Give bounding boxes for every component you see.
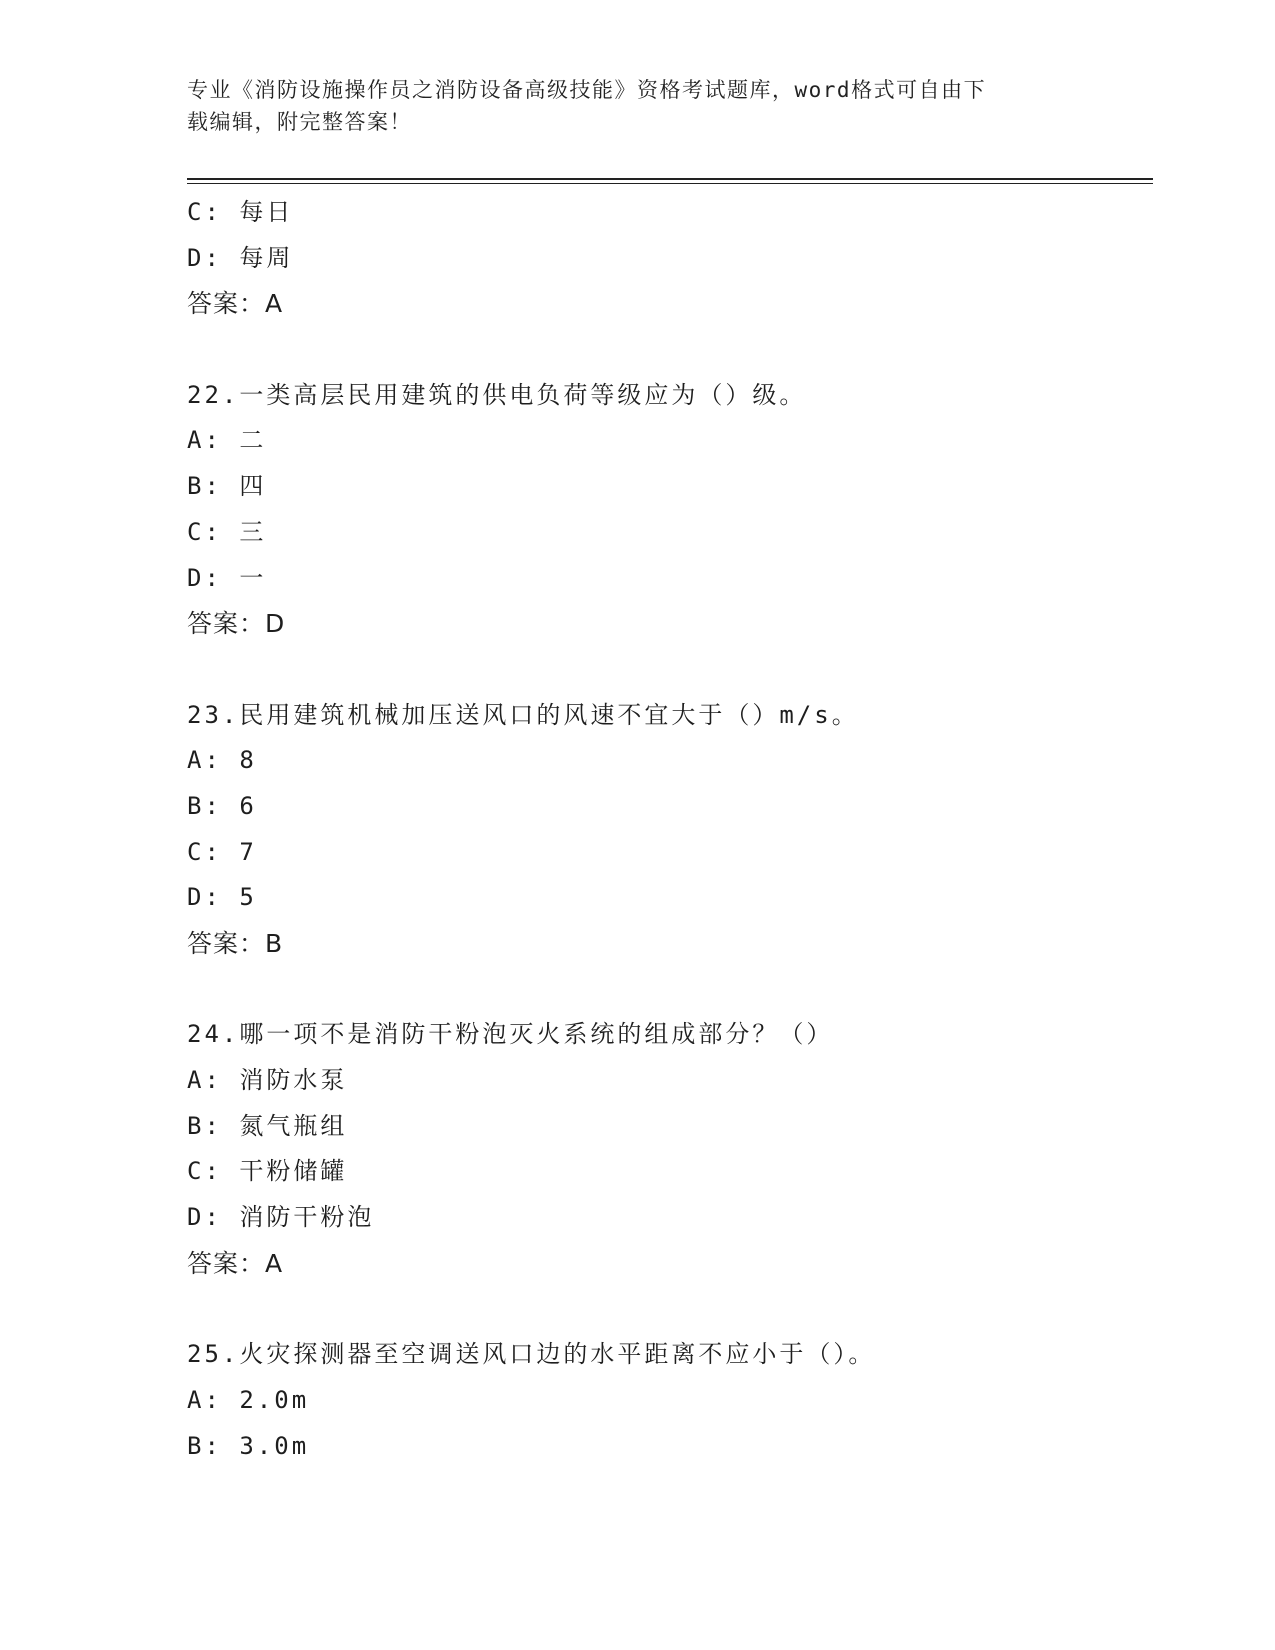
question-24: 24.哪一项不是消防干粉泡灭火系统的组成部分？（）: [187, 1020, 834, 1049]
option-a: A: 8: [187, 746, 257, 775]
option-a: A: 二: [187, 426, 267, 455]
question-22: 22.一类高层民用建筑的供电负荷等级应为（）级。: [187, 380, 807, 409]
spacer: [187, 967, 1147, 1013]
question-list: [187, 190, 1147, 1469]
document-header: [187, 74, 1067, 138]
question-23: 23.民用建筑机械加压送风口的风速不宜大于（）m/s。: [187, 700, 859, 729]
spacer: [187, 327, 1147, 373]
header-rule-thin: [187, 183, 1153, 184]
option-a: A: 消防水泵: [187, 1066, 348, 1095]
option-d: D: 消防干粉泡: [187, 1203, 375, 1232]
option-c: C: 干粉储罐: [187, 1157, 348, 1186]
option-c: C: 三: [187, 517, 267, 546]
option-a: A: 2.0m: [187, 1385, 310, 1414]
option-b: B: 6: [187, 791, 257, 820]
header-line-1: 专业《消防设施操作员之消防设备高级技能》资格考试题库，word格式可自由下: [187, 78, 987, 102]
header-rule-thick: [187, 178, 1153, 180]
header-line-2: 载编辑，附完整答案！: [187, 110, 412, 134]
answer-line: 答案：A: [187, 1248, 284, 1278]
answer-line: 答案：B: [187, 929, 284, 958]
question-25: 25.火灾探测器至空调送风口边的水平距离不应小于（）。: [187, 1340, 876, 1369]
option-d: D: 每周: [187, 243, 294, 272]
option-d: D: 5: [187, 883, 257, 912]
option-d: D: 一: [187, 563, 267, 592]
answer-line: 答案：D: [187, 609, 286, 639]
spacer: [187, 647, 1147, 693]
option-c: C: 7: [187, 837, 257, 866]
option-b: B: 四: [187, 472, 267, 501]
spacer: [187, 1287, 1147, 1333]
answer-line: 答案：A: [187, 289, 284, 319]
option-b: B: 氮气瓶组: [187, 1111, 348, 1140]
option-c: C: 每日: [187, 198, 294, 226]
option-b: B: 3.0m: [187, 1431, 310, 1460]
